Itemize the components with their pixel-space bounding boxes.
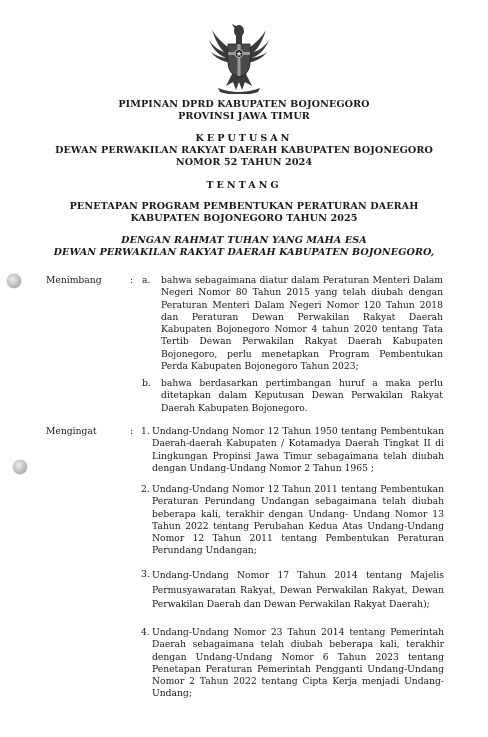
org-province: PROVINSI JAWA TIMUR: [178, 111, 310, 122]
binder-hole: [7, 274, 21, 288]
mengingat-marker-1: 1.: [141, 426, 150, 437]
grace-line-2: DEWAN PERWAKILAN RAKYAT DAERAH KABUPATEN BOJONEGORO,: [53, 247, 435, 258]
menimbang-marker-b: b.: [142, 378, 151, 389]
garuda-emblem-icon: [206, 22, 272, 94]
binder-hole: [13, 460, 27, 474]
menimbang-marker-a: a.: [142, 275, 151, 286]
decree-heading: KEPUTUSAN: [195, 133, 293, 144]
mengingat-item-4: Undang-Undang Nomor 23 Tahun 2014 tentang Pemerintah Daerah sebagaimana telah diubah beberapa kali, terakhir dengan Undang-Undang Nomor 6 Tahun 2023 tentang Penetapan Peraturan Pemerintah Pengganti Undang-Undang Nomor 2 Tahun 2022 tentang Cipta Kerja menjadi Undang-Undang;: [152, 627, 444, 700]
mengingat-item-2: Undang-Undang Nomor 12 Tahun 2011 tentang Pembentukan Peraturan Perundang Undangan sebagaimana telah diubah beberapa kali, terakhir dengan Undang- Undang Nomor 13 Tahun 2022 tentang Perubahan Kedua Atas Undang-Undang Nomor 12 Tahun 2011 tentang Pembentukan Peraturan Perundang Undangan;: [152, 484, 444, 557]
mengingat-marker-4: 4.: [141, 627, 150, 638]
mengingat-label: Mengingat: [46, 426, 97, 437]
mengingat-item-1: Undang-Undang Nomor 12 Tahun 1950 tentang Pembentukan Daerah-daerah Kabupaten / Kotamadya Daerah Tingkat II di Lingkungan Propinsi Jawa Timur sebagaimana telah diubah dengan Undang-Undang Nomor 2 Tahun 1965 ;: [152, 426, 444, 474]
menimbang-label: Menimbang: [46, 275, 102, 286]
mengingat-colon: :: [130, 426, 134, 437]
subject-line-1: PENETAPAN PROGRAM PEMBENTUKAN PERATURAN DAERAH: [69, 201, 419, 212]
mengingat-marker-2: 2.: [141, 484, 150, 495]
council-name: DEWAN PERWAKILAN RAKYAT DAERAH KABUPATEN BOJONEGORO: [55, 145, 433, 156]
subject-line-2: KABUPATEN BOJONEGORO TAHUN 2025: [130, 213, 358, 224]
menimbang-colon: :: [130, 275, 134, 286]
menimbang-item-b: bahwa berdasarkan pertimbangan huruf a maka perlu ditetapkan dalam Keputusan Dewan Perwakilan Rakyat Daerah Kabupaten Bojonegoro.: [161, 378, 443, 414]
decree-number: NOMOR 52 TAHUN 2024: [175, 157, 313, 168]
menimbang-item-a: bahwa sebagaimana diatur dalam Peraturan Menteri Dalam Negeri Nomor 80 Tahun 2015 yang telah diubah dengan Peraturan Menteri Dalam Negeri Nomor 120 Tahun 2018 dan Peraturan Dewan Perwakilan Rakyat Daerah Kabupaten Bojonegoro Nomor 4 tahun 2020 tentang Tata Tertib Dewan Perwakilan Rakyat Daerah Kabupaten Bojonegoro, perlu menetapkan Program Pembentukan Perda Kabupaten Bojonegoro Tahun 2023;: [161, 275, 443, 373]
mengingat-marker-3: 3.: [141, 569, 150, 580]
grace-line-1: DENGAN RAHMAT TUHAN YANG MAHA ESA: [121, 235, 367, 246]
org-title: PIMPINAN DPRD KABUPATEN BOJONEGORO: [118, 99, 370, 110]
mengingat-item-3: Undang-Undang Nomor 17 Tahun 2014 tentang Majelis Permusyawaratan Rakyat, Dewan Perwakilan Rakyat, Dewan Perwakilan Daerah dan Dewan Perwakilan Rakyat Daerah);: [152, 570, 444, 610]
about-heading: TENTANG: [206, 180, 282, 191]
